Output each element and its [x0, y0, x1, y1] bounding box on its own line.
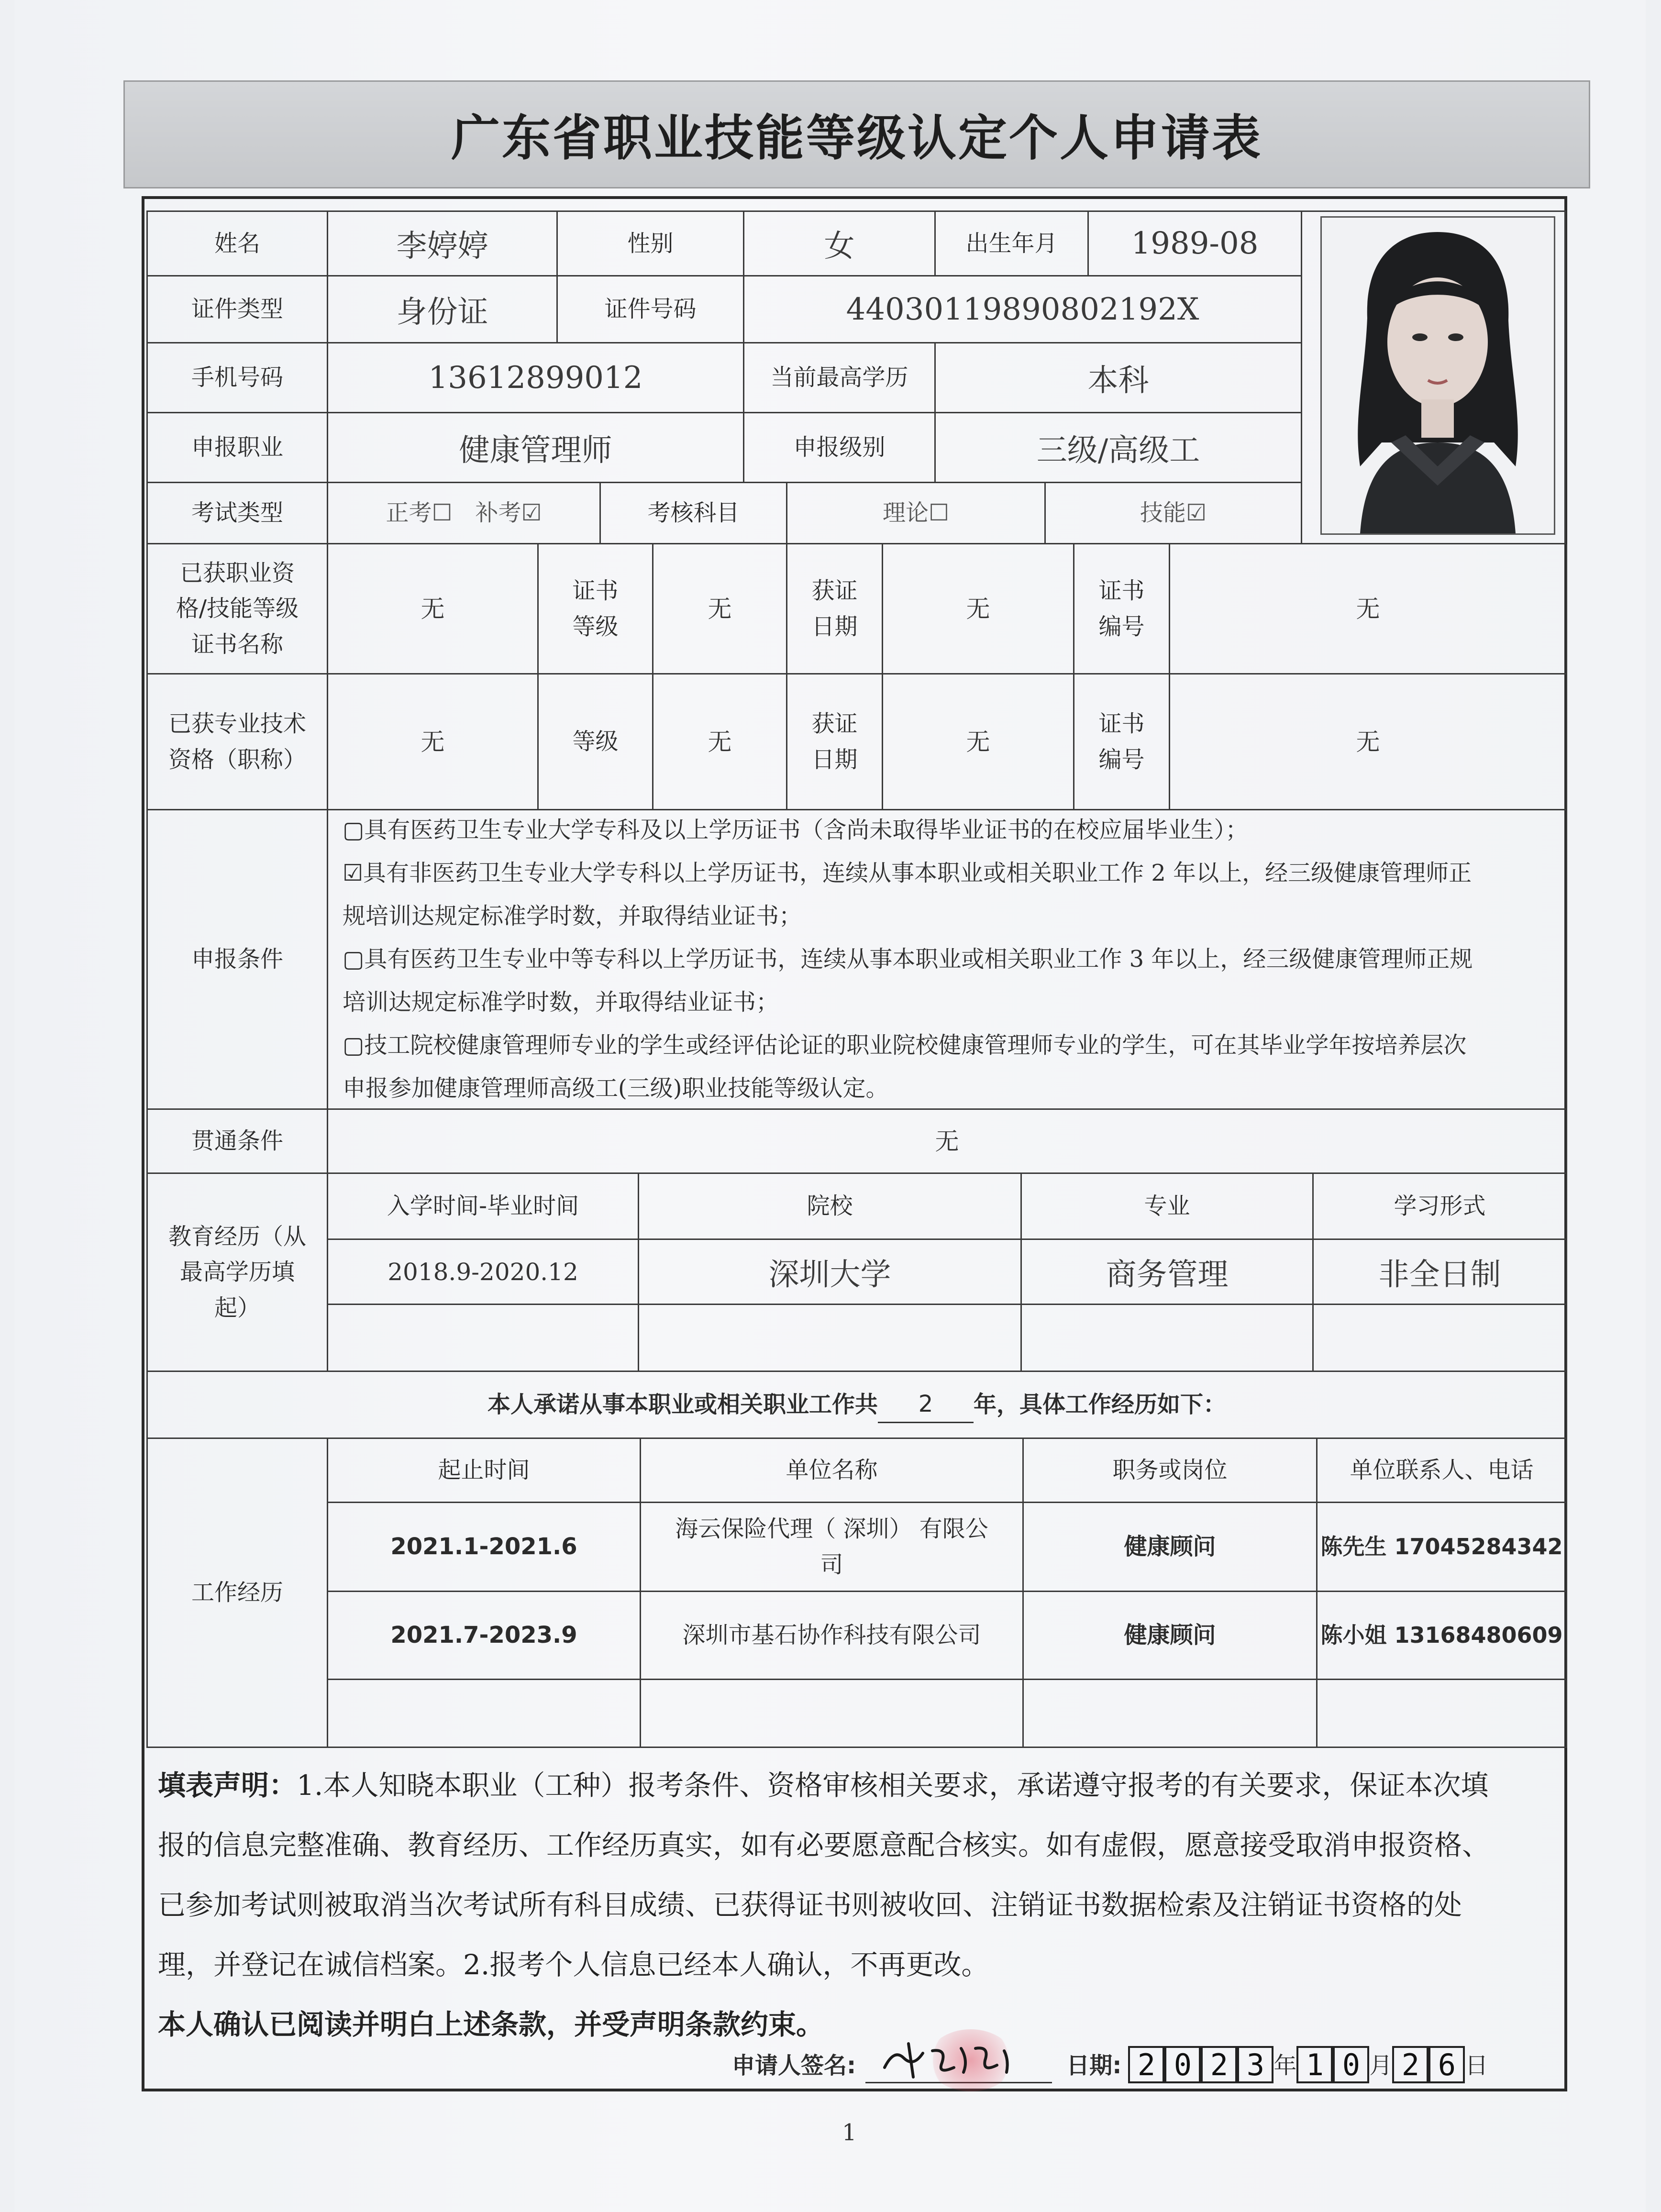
condition-line: 申报参加健康管理师高级工(三级)职业技能等级认定。	[343, 1075, 889, 1102]
education-label: 教育经历（从最高学历填起）	[146, 1174, 328, 1372]
edu-major: 商务管理	[1022, 1240, 1314, 1305]
cert2-date-label: 获证日期	[787, 675, 883, 810]
work-header-period: 起止时间	[328, 1439, 641, 1503]
declaration-text: 1.本人知晓本职业（工种）报考条件、资格审核相关要求，承诺遵守报考的有关要求，保证本次填	[297, 1769, 1489, 1802]
job-value: 健康管理师	[328, 413, 744, 483]
through-value: 无	[328, 1110, 1567, 1174]
month-unit: 月	[1369, 2052, 1393, 2079]
cert1-grade-label: 证书等级	[539, 544, 653, 675]
handwritten-signature	[865, 2034, 1052, 2082]
edu-header-period: 入学时间-毕业时间	[328, 1174, 639, 1240]
cert2-number-label: 证书编号	[1074, 675, 1170, 810]
condition-line: ☑具有非医药卫生专业大学专科以上学历证书，连续从事本职业或相关职业工作 2 年以上，经三级健康管理师正	[343, 860, 1472, 886]
declaration-line: 已参加考试则被取消当次考试所有科目成绩、已获得证书则被收回、注销证书数据检索及注销证书资格的处	[158, 1889, 1462, 1921]
work-label: 工作经历	[146, 1439, 328, 1748]
skill-checkbox: 技能☑	[1046, 483, 1302, 544]
date-year-digit: 2	[1201, 2046, 1237, 2083]
promise-years: 2	[878, 1386, 974, 1423]
education-level-label: 当前最高学历	[744, 343, 936, 413]
name-value: 李婷婷	[328, 210, 558, 276]
condition-line: ▢技工院校健康管理师专业的学生或经评估论证的职业院校健康管理师专业的学生，可在其毕业学年按培养层次	[343, 1032, 1467, 1059]
date-year-boxes	[1128, 2046, 1273, 2083]
conditions-label: 申报条件	[146, 810, 328, 1110]
through-label: 贯通条件	[146, 1110, 328, 1174]
subject-label: 考核科目	[601, 483, 787, 544]
cert2-date: 无	[883, 675, 1074, 810]
id-type-label: 证件类型	[146, 276, 328, 343]
level-value: 三级/高级工	[936, 413, 1302, 483]
edu-header-school: 院校	[639, 1174, 1022, 1240]
education-level-value: 本科	[936, 343, 1302, 413]
cert1-number: 无	[1170, 544, 1567, 675]
birth-label: 出生年月	[936, 210, 1089, 276]
promise-prefix: 本人承诺从事本职业或相关职业工作共	[487, 1391, 878, 1418]
declaration-block	[158, 1756, 1564, 2055]
date-year-digit: 0	[1164, 2046, 1201, 2083]
id-type-value: 身份证	[328, 276, 558, 343]
theory-checkbox: 理论☐	[787, 483, 1046, 544]
declaration-line	[158, 1756, 1564, 1815]
cert1-date: 无	[883, 544, 1074, 675]
exam-type-value: 正考☐ 补考☑	[328, 483, 601, 544]
cert2-grade-label: 等级	[539, 675, 653, 810]
applicant-photo	[1320, 216, 1555, 535]
exam-type-label: 考试类型	[146, 483, 328, 544]
cert2-number: 无	[1170, 675, 1567, 810]
edu-school: 深圳大学	[639, 1240, 1022, 1305]
date-label: 日期:	[1066, 2052, 1122, 2079]
date-day-boxes	[1392, 2046, 1465, 2083]
gender-value: 女	[744, 210, 936, 276]
declaration-heading: 填表声明：	[158, 1769, 297, 1802]
cert2-grade: 无	[653, 675, 787, 810]
signature-label: 申请人签名:	[732, 2052, 856, 2079]
work-employer: 海云保险代理（ 深圳） 有限公司	[641, 1503, 1024, 1592]
cert1-date-label: 获证日期	[787, 544, 883, 675]
edu-mode: 非全日制	[1314, 1240, 1567, 1305]
name-label: 姓名	[146, 210, 328, 276]
cert2-label: 已获专业技术资格（职称）	[146, 675, 328, 810]
work-contact: 陈小姐 13168480609	[1318, 1592, 1567, 1680]
page-number: 1	[842, 2119, 857, 2146]
phone-label: 手机号码	[146, 343, 328, 413]
conditions-list	[343, 808, 1567, 1110]
declaration-line: 报的信息完整准确、教育经历、工作经历真实，如有必要愿意配合核实。如有虚假，愿意接受取消申报资格、	[158, 1829, 1490, 1861]
work-empty-cell	[641, 1680, 1024, 1748]
work-empty-cell	[328, 1680, 641, 1748]
cert1-grade: 无	[653, 544, 787, 675]
work-period: 2021.7-2023.9	[328, 1592, 641, 1680]
edu-header-major: 专业	[1022, 1174, 1314, 1240]
condition-line: 规培训达规定标准学时数，并取得结业证书；	[343, 903, 802, 929]
date-month-digit: 1	[1296, 2046, 1333, 2083]
title-banner	[123, 80, 1590, 188]
cert1-number-label: 证书编号	[1074, 544, 1170, 675]
id-number-value: 44030119890802192X	[744, 276, 1302, 343]
id-number-label: 证件号码	[558, 276, 744, 343]
work-contact: 陈先生 17045284342	[1318, 1503, 1567, 1592]
gender-label: 性别	[558, 210, 744, 276]
work-empty-cell	[1024, 1680, 1318, 1748]
date-month-boxes	[1296, 2046, 1369, 2083]
edu-empty-cell	[1314, 1305, 1567, 1372]
work-header-employer: 单位名称	[641, 1439, 1024, 1503]
level-label: 申报级别	[744, 413, 936, 483]
phone-value: 13612899012	[328, 343, 744, 413]
condition-line: ▢具有医药卫生专业大学专科及以上学历证书（含尚未取得毕业证书的在校应届毕业生）；	[343, 817, 1249, 843]
work-header-contact: 单位联系人、电话	[1318, 1439, 1567, 1503]
date-year-digit: 2	[1128, 2046, 1164, 2083]
page-title: 广东省职业技能等级认定个人申请表	[451, 110, 1262, 167]
edu-period: 2018.9-2020.12	[328, 1240, 639, 1305]
year-unit: 年	[1273, 2052, 1297, 2079]
declaration-confirm: 本人确认已阅读并明白上述条款，并受声明条款约束。	[158, 2008, 824, 2041]
work-position: 健康顾问	[1024, 1503, 1318, 1592]
cert1-label: 已获职业资格/技能等级证书名称	[146, 544, 328, 675]
edu-header-mode: 学习形式	[1314, 1174, 1567, 1240]
work-years-statement	[146, 1372, 1567, 1439]
date-day-digit: 6	[1428, 2046, 1465, 2083]
date-year-digit: 3	[1237, 2046, 1273, 2083]
edu-empty-cell	[1022, 1305, 1314, 1372]
edu-empty-cell	[328, 1305, 639, 1372]
condition-line: 培训达规定标准学时数，并取得结业证书；	[343, 989, 779, 1016]
cert2-name: 无	[328, 675, 539, 810]
signature-row	[732, 2035, 1488, 2083]
signature-field	[865, 2034, 1052, 2083]
work-position: 健康顾问	[1024, 1592, 1318, 1680]
date-day-digit: 2	[1392, 2046, 1428, 2083]
work-header-position: 职务或岗位	[1024, 1439, 1318, 1503]
declaration-line: 理，并登记在诚信档案。2.报考个人信息已经本人确认，不再更改。	[158, 1948, 989, 1981]
day-unit: 日	[1465, 2052, 1488, 2079]
work-period: 2021.1-2021.6	[328, 1503, 641, 1592]
edu-empty-cell	[639, 1305, 1022, 1372]
promise-suffix: 年，具体工作经历如下：	[974, 1391, 1227, 1418]
condition-line: ▢具有医药卫生专业中等专科以上学历证书，连续从事本职业或相关职业工作 3 年以上，经三级健康管理师正规	[343, 946, 1473, 973]
job-label: 申报职业	[146, 413, 328, 483]
work-empty-cell	[1318, 1680, 1567, 1748]
cert1-name: 无	[328, 544, 539, 675]
date-month-digit: 0	[1333, 2046, 1369, 2083]
birth-value: 1989-08	[1089, 210, 1302, 276]
work-employer: 深圳市基石协作科技有限公司	[641, 1592, 1024, 1680]
